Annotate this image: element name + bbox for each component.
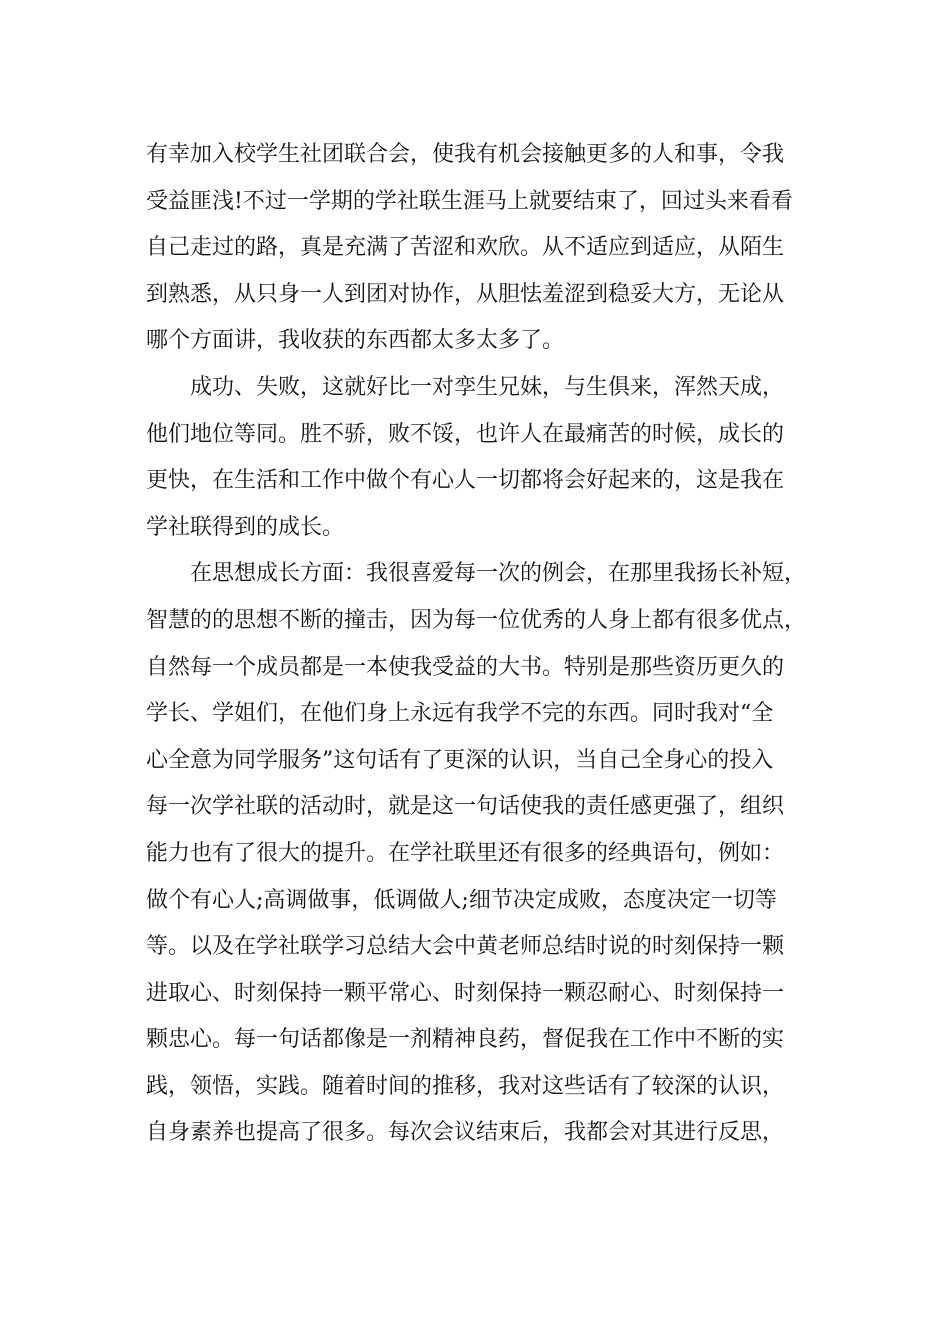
text-line: 做个有心人;高调做事，低调做人;细节决定成败，态度决定一切等	[146, 887, 777, 913]
text-line: 智慧的的思想不断的撞击，因为每一位优秀的人身上都有很多优点，	[146, 607, 807, 633]
text-line: 每一次学社联的活动时，就是这一句话使我的责任感更强了，组织	[146, 794, 785, 820]
text-line: 心全意为同学服务”这句话有了更深的认识，当自己全身心的投入	[146, 747, 774, 773]
text-line: 学社联得到的成长。	[146, 514, 345, 540]
paragraph	[146, 365, 836, 551]
text-line: 自然每一个成员都是一本使我受益的大书。特别是那些资历更久的	[146, 654, 785, 680]
paragraph	[146, 551, 836, 1157]
text-line: 受益匪浅!不过一学期的学社联生涯马上就要结束了，回过头来看看	[146, 188, 793, 214]
text-line: 颗忠心。每一句话都像是一剂精神良药，督促我在工作中不断的实	[146, 1027, 785, 1053]
text-line: 能力也有了很大的提升。在学社联里还有很多的经典语句，例如：	[146, 840, 785, 866]
text-line: 践，领悟，实践。随着时间的推移，我对这些话有了较深的认识，	[146, 1073, 785, 1099]
text-line: 有幸加入校学生社团联合会，使我有机会接触更多的人和事，令我	[146, 142, 785, 167]
document-body	[146, 132, 836, 1157]
text-line: 到熟悉，从只身一人到团对协作，从胆怯羞涩到稳妥大方，无论从	[146, 281, 785, 307]
text-line: 进取心、时刻保持一颗平常心、时刻保持一颗忍耐心、时刻保持一	[146, 980, 785, 1006]
text-line: 在思想成长方面：我很喜爱每一次的例会，在那里我扬长补短，	[190, 561, 807, 587]
text-line: 更快，在生活和工作中做个有心人一切都将会好起来的，这是我在	[146, 468, 785, 494]
text-line: 自己走过的路，真是充满了苦涩和欢欣。从不适应到适应，从陌生	[146, 235, 785, 261]
text-line: 他们地位等同。胜不骄，败不馁，也许人在最痛苦的时候，成长的	[146, 421, 785, 447]
text-line: 等。以及在学社联学习总结大会中黄老师总结时说的时刻保持一颗	[146, 934, 785, 960]
text-line: 成功、失败，这就好比一对孪生兄妹，与生俱来，浑然天成，	[190, 374, 785, 400]
text-line: 自身素养也提高了很多。每次会议结束后，我都会对其进行反思，	[146, 1120, 785, 1146]
text-line: 学长、学姐们，在他们身上永远有我学不完的东西。同时我对“全	[146, 701, 774, 727]
paragraph	[146, 132, 836, 365]
text-line: 哪个方面讲，我收获的东西都太多太多了。	[146, 328, 565, 354]
